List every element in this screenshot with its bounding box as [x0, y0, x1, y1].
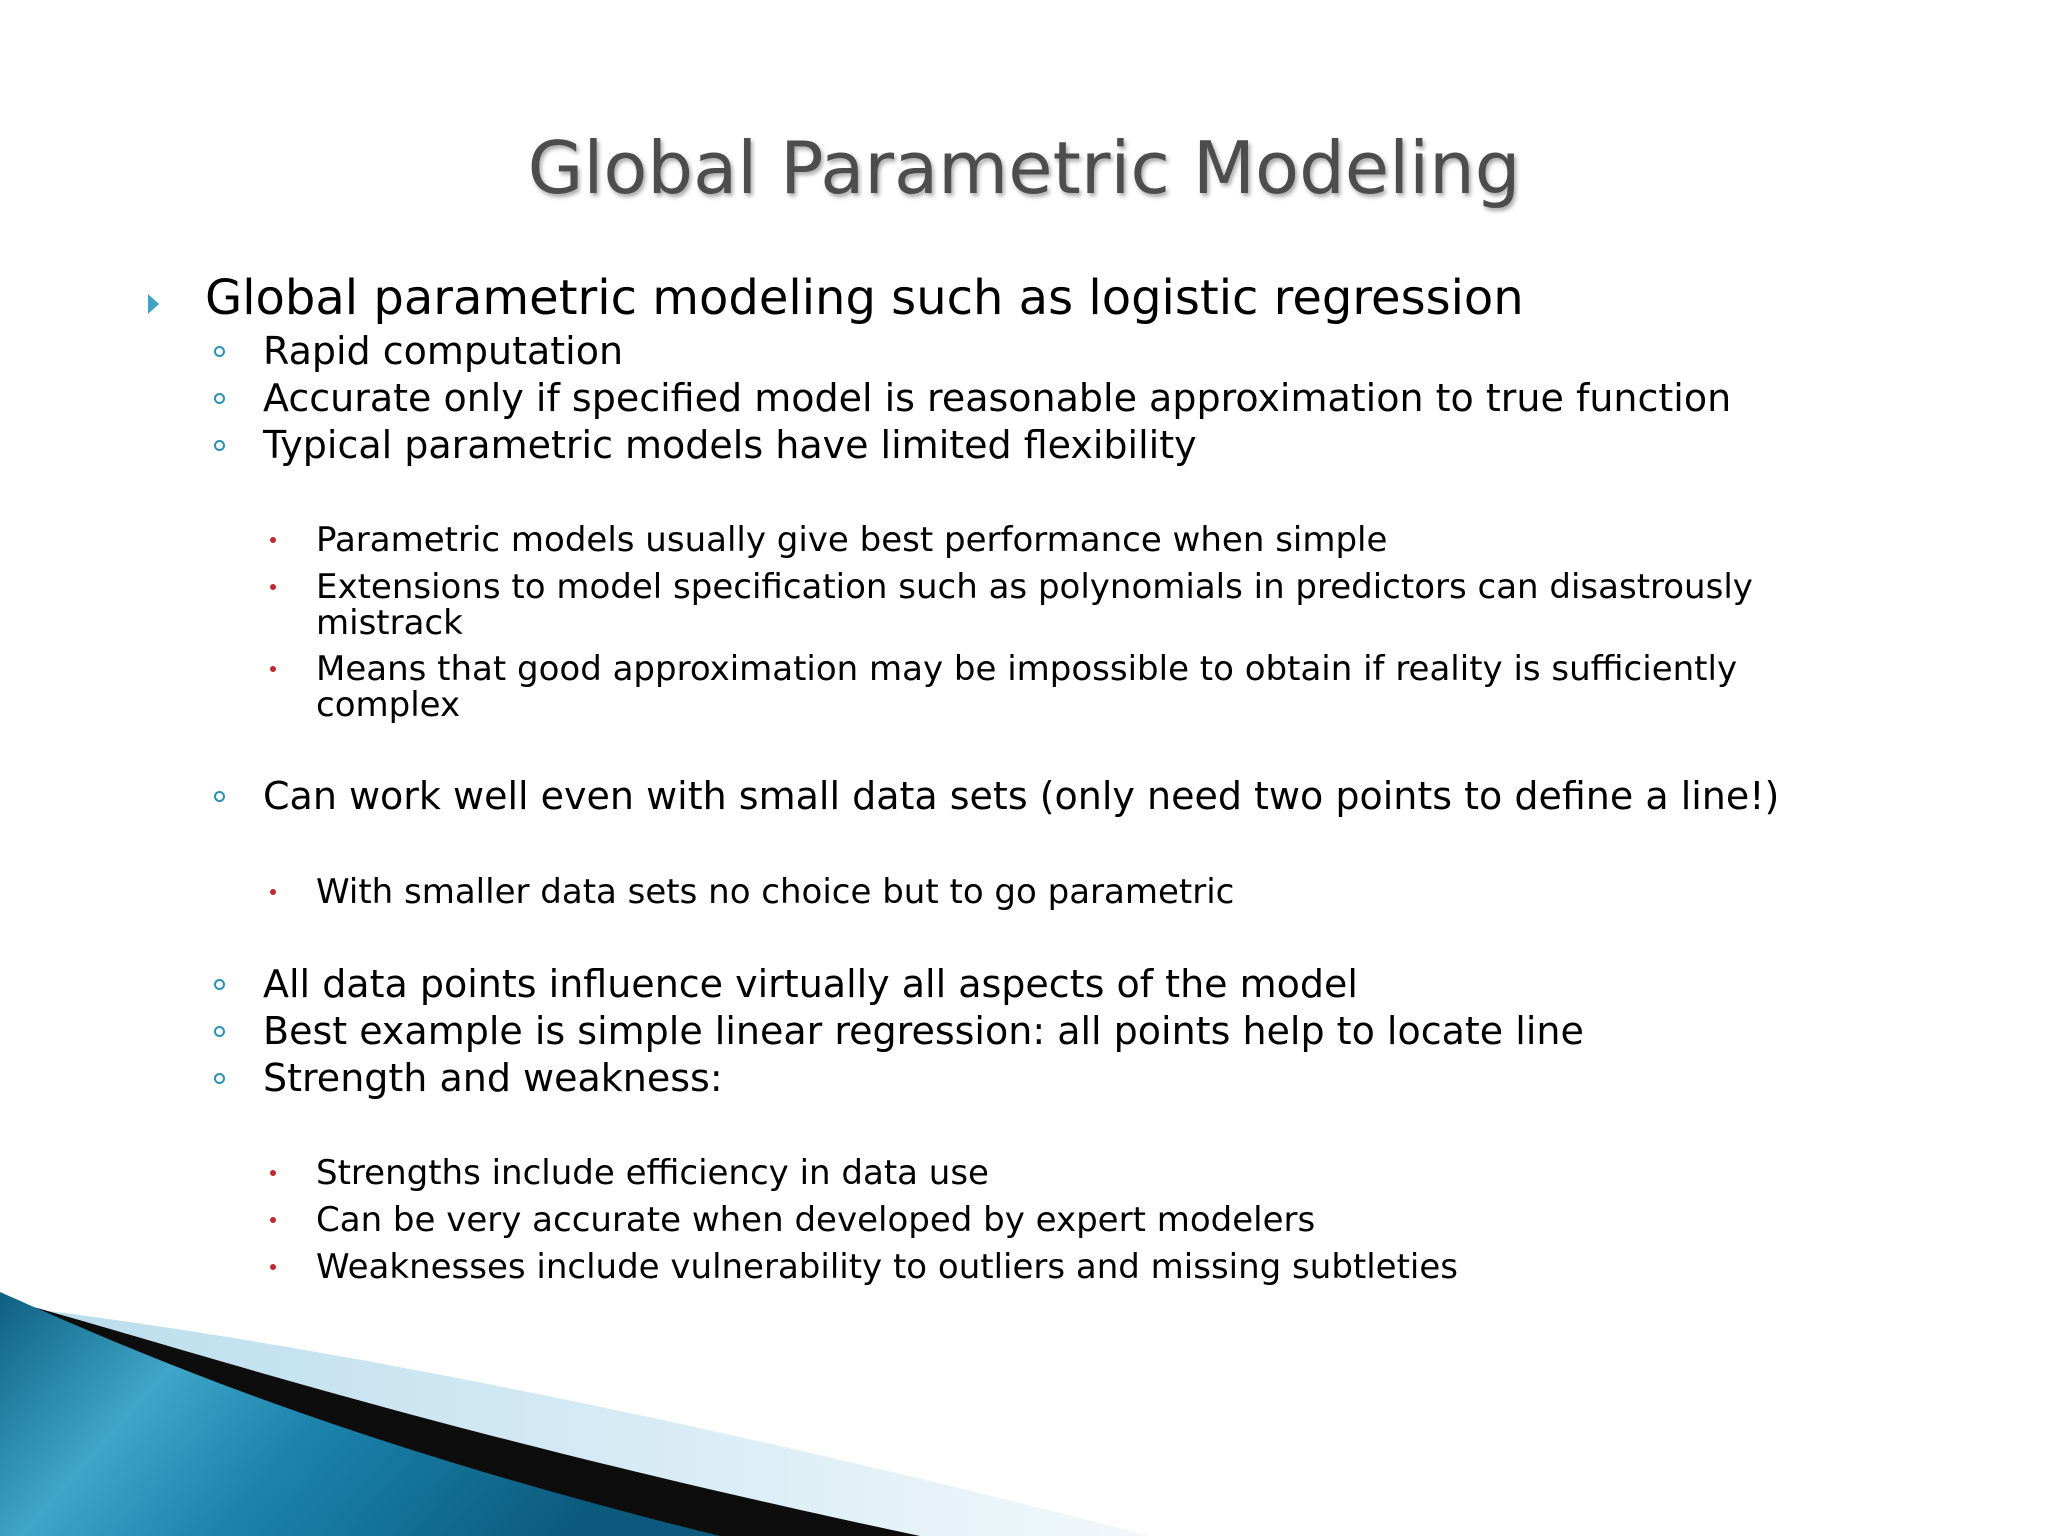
- dot-bullet-icon: [270, 666, 276, 672]
- circle-bullet-icon: [214, 346, 225, 357]
- bullet-text-level3: Can be very accurate when developed by expert modelers: [316, 1200, 1316, 1240]
- circle-bullet-icon: [214, 393, 225, 404]
- circle-bullet-icon: [214, 1073, 225, 1084]
- bullet-text-level2: Rapid computation: [263, 329, 624, 373]
- dot-bullet-icon: [270, 1170, 276, 1176]
- circle-bullet-icon: [214, 791, 225, 802]
- triangle-bullet-icon: [148, 294, 159, 314]
- bullet-text-level2: Typical parametric models have limited flexibility: [263, 423, 1197, 467]
- bullet-text-level3: Extensions to model specification such as polynomials in predictors can disastrously mistrack: [316, 567, 1753, 643]
- bullet-text-level3: With smaller data sets no choice but to go parametric: [316, 872, 1235, 912]
- bullet-text-level3: Weaknesses include vulnerability to outliers and missing subtleties: [316, 1247, 1459, 1287]
- bullet-text-level2: Can work well even with small data sets (only need two points to define a line!): [263, 774, 1780, 818]
- bullet-text-level1: Global parametric modeling such as logistic regression: [205, 270, 1524, 326]
- circle-bullet-icon: [214, 979, 225, 990]
- bullet-text-level3: Strengths include efficiency in data use: [316, 1153, 989, 1193]
- bullet-text-level2: Strength and weakness:: [263, 1056, 723, 1100]
- circle-bullet-icon: [214, 440, 225, 451]
- bullet-text-level3: Parametric models usually give best performance when simple: [316, 520, 1388, 560]
- dot-bullet-icon: [270, 584, 276, 590]
- dot-bullet-icon: [270, 537, 276, 543]
- bullet-text-level2: Accurate only if specified model is reasonable approximation to true function: [263, 376, 1732, 420]
- dot-bullet-icon: [270, 1264, 276, 1270]
- bullet-text-level3: Means that good approximation may be impossible to obtain if reality is sufficiently complex: [316, 649, 1738, 725]
- dot-bullet-icon: [270, 1217, 276, 1223]
- bullet-text-level2: All data points influence virtually all aspects of the model: [263, 962, 1358, 1006]
- bullet-text-level2: Best example is simple linear regression: all points help to locate line: [263, 1009, 1584, 1053]
- dot-bullet-icon: [270, 889, 276, 895]
- circle-bullet-icon: [214, 1026, 225, 1037]
- slide-title: Global Parametric Modeling: [527, 126, 1521, 210]
